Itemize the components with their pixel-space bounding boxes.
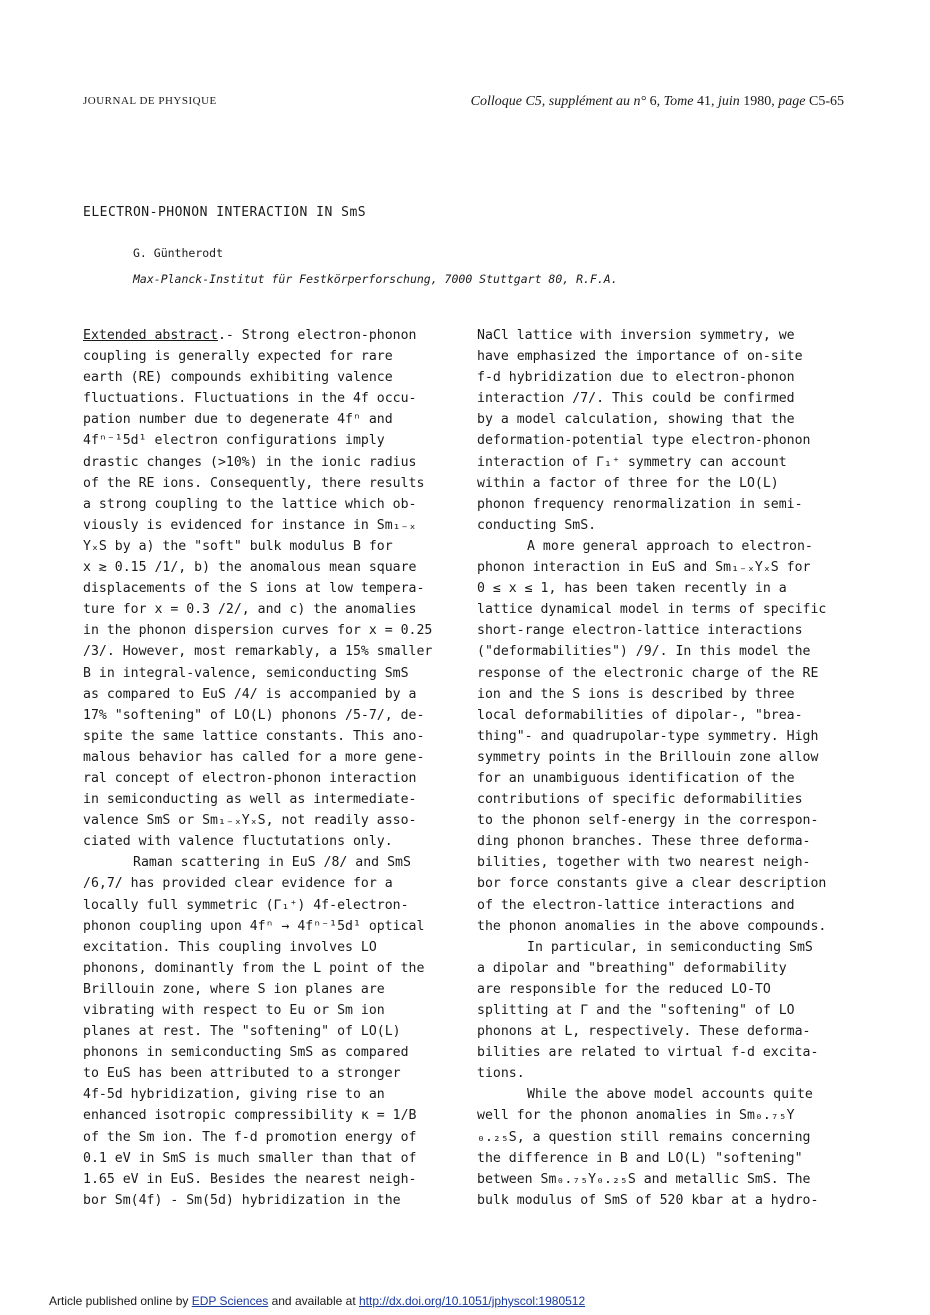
text-line: phonon interaction in EuS and Sm₁₋ₓYₓS for	[477, 560, 811, 576]
text-line: as compared to EuS /4/ is accompanied by a	[83, 686, 417, 702]
text-line: lattice dynamical model in terms of specific	[477, 602, 827, 618]
text-line: of the RE ions. Consequently, there results	[83, 475, 425, 491]
citation-volume: 41,	[693, 94, 718, 109]
text-line: ("deformabilities") /9/. In this model the	[477, 644, 811, 660]
text-line: bilities, together with two nearest neigh-	[477, 855, 811, 871]
citation-year: 1980,	[739, 94, 779, 109]
text-line: spite the same lattice constants. This ano-	[83, 728, 425, 744]
text-line: fluctuations. Fluctuations in the 4f occu-	[83, 391, 417, 407]
text-line: /3/. However, most remarkably, a 15% smaller	[83, 644, 433, 660]
text-line: in the phonon dispersion curves for x = 0.25	[83, 623, 433, 639]
citation-page-label: page	[778, 94, 806, 109]
text-line: interaction /7/. This could be confirmed	[477, 391, 795, 407]
issue-citation	[471, 94, 844, 110]
publication-footer	[49, 1294, 585, 1308]
text-line: 17% "softening" of LO(L) phonons /5-7/, de-	[83, 707, 425, 723]
text-line: short-range electron-lattice interactions	[477, 623, 803, 639]
text-line: the difference in B and LO(L) "softening"	[477, 1150, 803, 1166]
text-line: phonon frequency renormalization in semi-	[477, 496, 803, 512]
text-line: ₀.₂₅S, a question still remains concerning	[477, 1129, 811, 1145]
text-line: within a factor of three for the LO(L)	[477, 475, 779, 491]
citation-month: juin	[718, 94, 740, 109]
text-line: tions.	[477, 1066, 525, 1082]
text-line: to EuS has been attributed to a stronger	[83, 1066, 401, 1082]
text-line: bor Sm(4f) - Sm(5d) hybridization in the	[83, 1192, 401, 1208]
text-line: B in integral-valence, semiconducting SmS	[83, 665, 409, 681]
text-line: in semiconducting as well as intermediate-	[83, 792, 417, 808]
publisher-link[interactable]: EDP Sciences	[191, 1294, 269, 1308]
text-line: 1.65 eV in EuS. Besides the nearest neigh-	[83, 1171, 417, 1187]
text-line: In particular, in semiconducting SmS	[527, 939, 813, 955]
text-line: displacements of the S ions at low tempera-	[83, 581, 425, 597]
citation-tome-label: Tome	[663, 94, 694, 109]
text-line: /6,7/ has provided clear evidence for a	[83, 876, 393, 892]
text-line: 4fⁿ⁻¹5d¹ electron configurations imply	[83, 433, 385, 449]
text-line: are responsible for the reduced LO-TO	[477, 981, 771, 997]
text-line: phonons in semiconducting SmS as compared	[83, 1045, 409, 1061]
text-line: contributions of specific deformabilities	[477, 792, 803, 808]
text-line: phonons, dominantly from the L point of the	[83, 960, 425, 976]
text-line: malous behavior has called for a more gene-	[83, 749, 425, 765]
text-line: ture for x = 0.3 /2/, and c) the anomalies	[83, 602, 417, 618]
text-line: deformation-potential type electron-phonon	[477, 433, 811, 449]
text-line: ding phonon branches. These three deforma-	[477, 834, 811, 850]
text-line: to the phonon self-energy in the correspon-	[477, 813, 819, 829]
text-line: between Sm₀.₇₅Y₀.₂₅S and metallic SmS. The	[477, 1171, 811, 1187]
text-line: local deformabilities of dipolar-, "brea-	[477, 707, 803, 723]
text-line: 4f-5d hybridization, giving rise to an	[83, 1087, 385, 1103]
text-line: a strong coupling to the lattice which ob-	[83, 496, 417, 512]
text-line: interaction of Γ₁⁺ symmetry can account	[477, 454, 787, 470]
text-line: enhanced isotropic compressibility κ = 1/B	[83, 1108, 417, 1124]
text-line: thing"- and quadrupolar-type symmetry. High	[477, 728, 819, 744]
text-line: a dipolar and "breathing" deformability	[477, 960, 787, 976]
section-label: Extended abstract	[83, 328, 218, 343]
journal-name: JOURNAL DE PHYSIQUE	[83, 95, 217, 107]
text-line: bilities are related to virtual f-d excita-	[477, 1045, 819, 1061]
text-line: of the electron-lattice interactions and	[477, 897, 795, 913]
text-line: have emphasized the importance of on-site	[477, 349, 803, 365]
text-line: coupling is generally expected for rare	[83, 349, 393, 365]
text-line: A more general approach to electron-	[527, 538, 813, 554]
article-title: ELECTRON-PHONON INTERACTION IN SmS	[83, 205, 367, 220]
text-line: conducting SmS.	[477, 517, 597, 533]
footer-prefix: Article published online by	[49, 1294, 192, 1308]
text-line: Raman scattering in EuS /8/ and SmS	[133, 855, 411, 871]
citation-colloque: Colloque C5, supplément au n°	[470, 94, 647, 109]
text-line: x ≳ 0.15 /1/, b) the anomalous mean square	[83, 560, 417, 576]
footer-middle: and available at	[268, 1294, 359, 1308]
text-line: valence SmS or Sm₁₋ₓYₓS, not readily asso-	[83, 813, 417, 829]
text-line: bor force constants give a clear description	[477, 876, 827, 892]
text-line: bulk modulus of SmS of 520 kbar at a hydro-	[477, 1192, 819, 1208]
text-line: NaCl lattice with inversion symmetry, we	[477, 328, 795, 343]
text-line: planes at rest. The "softening" of LO(L)	[83, 1024, 401, 1040]
text-line: locally full symmetric (Γ₁⁺) 4f-electron-	[83, 897, 409, 913]
text-line: the phonon anomalies in the above compounds.	[477, 918, 827, 934]
text-line: for an unambiguous identification of the	[477, 770, 795, 786]
text-line: symmetry points in the Brillouin zone allow	[477, 749, 819, 765]
text-line: viously is evidenced for instance in Sm₁₋ₓ	[83, 517, 417, 533]
text-line: phonons at L, respectively. These deforma-	[477, 1024, 811, 1040]
author-affiliation: Max-Planck-Institut für Festkörperforschung, 7000 Stuttgart 80, R.F.A.	[133, 272, 618, 286]
text-line: well for the phonon anomalies in Sm₀.₇₅Y	[477, 1108, 795, 1124]
text-line: YₓS by a) the "soft" bulk modulus B for	[83, 538, 393, 554]
text-line: drastic changes (>10%) in the ionic radius	[83, 454, 417, 470]
text-line: pation number due to degenerate 4fⁿ and	[83, 412, 393, 428]
text-line: Brillouin zone, where S ion planes are	[83, 981, 385, 997]
text-line: While the above model accounts quite	[527, 1087, 813, 1103]
left-text-column	[83, 325, 463, 1211]
text-line: ciated with valence fluctutations only.	[83, 834, 393, 850]
text-line: splitting at Γ and the "softening" of LO	[477, 1003, 795, 1018]
text-line	[83, 325, 463, 346]
text-line: excitation. This coupling involves LO	[83, 939, 377, 955]
citation-page-number: C5-65	[805, 94, 844, 109]
text-line: phonon coupling upon 4fⁿ → 4fⁿ⁻¹5d¹ optical	[83, 918, 425, 934]
text-line: by a model calculation, showing that the	[477, 412, 795, 428]
text-line: ion and the S ions is described by three	[477, 686, 795, 702]
text-line: response of the electronic charge of the RE	[477, 665, 819, 681]
article-author: G. Güntherodt	[133, 246, 224, 260]
right-text-column	[477, 325, 857, 1211]
text-line: of the Sm ion. The f-d promotion energy of	[83, 1129, 417, 1145]
doi-link[interactable]: http://dx.doi.org/10.1051/jphyscol:1980512	[358, 1294, 586, 1308]
text-line: ral concept of electron-phonon interaction	[83, 770, 417, 786]
text-line: 0 ≤ x ≤ 1, has been taken recently in a	[477, 581, 787, 597]
text-line: 0.1 eV in SmS is much smaller than that of	[83, 1150, 417, 1166]
text-line: f-d hybridization due to electron-phonon	[477, 370, 795, 386]
text-line: vibrating with respect to Eu or Sm ion	[83, 1003, 385, 1018]
citation-number: 6,	[646, 94, 664, 109]
text-line: earth (RE) compounds exhibiting valence	[83, 370, 393, 386]
text-fragment: .- Strong electron-phonon	[217, 328, 417, 343]
